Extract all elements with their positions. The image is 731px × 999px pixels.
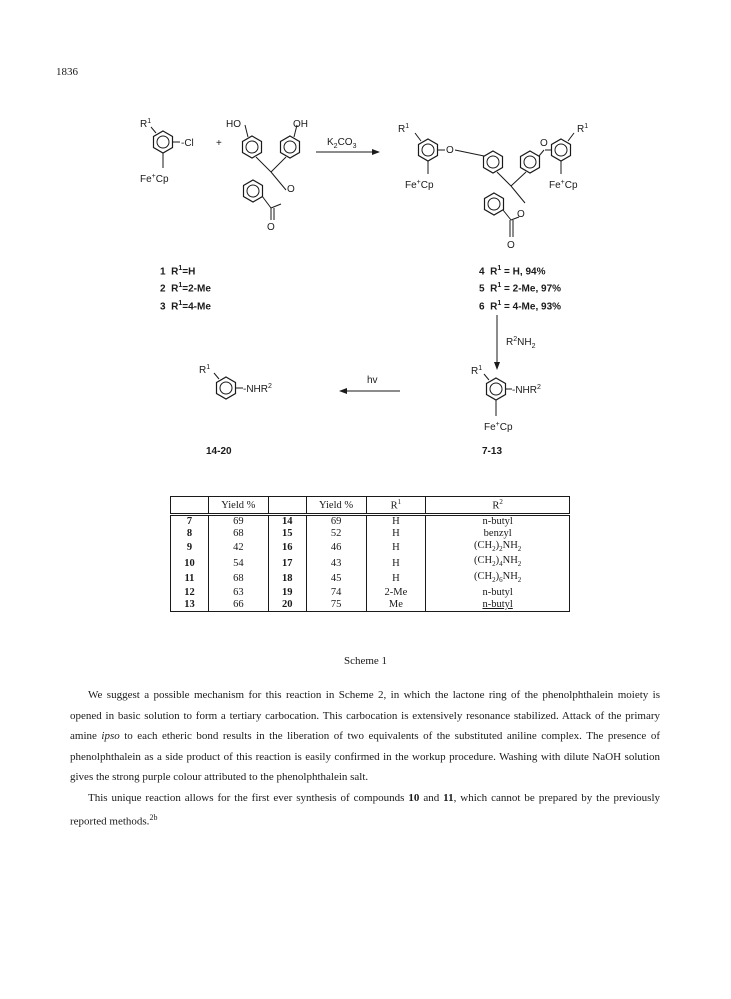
fecp-label-2: Fe+Cp [405, 179, 434, 191]
header-r2: $R^2$ [426, 497, 570, 515]
compound-4: 4 $R^1 = H$, 94% [479, 265, 546, 278]
compound-list-right [479, 262, 561, 314]
table-cell: n-butyl [426, 587, 570, 599]
ho-label: HO [226, 119, 241, 130]
table-cell: H [366, 515, 426, 528]
table-row [171, 528, 570, 540]
table-cell: H [366, 571, 426, 587]
compound-2: 2 $R^1=2-Me$ [160, 282, 211, 295]
table-cell: 43 [306, 555, 366, 571]
compound-3: 3 $R^1=4-Me$ [160, 299, 211, 312]
phenolphthalein [243, 125, 300, 220]
fecp-label-4: Fe+Cp [484, 421, 513, 433]
r1-label-aniline: $R^1$ [199, 364, 211, 376]
table-cell: 74 [306, 587, 366, 599]
header-compound-a [171, 497, 209, 515]
paragraph-2: This unique reaction allows for the first ever synthesis of compounds 10 and 11, which cannot be prepared by the previously reported methods.$^{2b}$ [70, 791, 660, 828]
compound-1: 1 $R^1=H$ [160, 265, 196, 278]
table-cell: 18 [268, 571, 306, 587]
lactone-o-1: O [287, 184, 295, 195]
aniline-complex [484, 374, 512, 416]
cl-label: -Cl [181, 138, 194, 149]
oh-label: OH [293, 119, 308, 130]
page-number: 1836 [56, 66, 78, 78]
fecp-label-1: Fe+Cp [140, 173, 169, 185]
table-cell: 2-Me [366, 587, 426, 599]
header-yield-a: Yield % [208, 497, 268, 515]
header-compound-b [268, 497, 306, 515]
table-cell: 63 [208, 587, 268, 599]
table-cell: 8 [171, 528, 209, 540]
table-cell: 75 [306, 599, 366, 611]
table-cell: 13 [171, 599, 209, 611]
table-cell: 14 [268, 515, 306, 528]
compound-5: 5 $R^1 = 2-Me$, 97% [479, 282, 562, 295]
table-row [171, 515, 570, 528]
carbonyl-o-2: O [507, 240, 515, 251]
compound-list-left [160, 262, 211, 314]
fecp-label-3: Fe+Cp [549, 179, 578, 191]
table-cell: 68 [208, 571, 268, 587]
chloroarene-complex [151, 127, 180, 168]
range-label-right: 7-13 [482, 446, 503, 457]
table-cell: 12 [171, 587, 209, 599]
carbonyl-o-1: O [267, 222, 275, 233]
amine-reagent: $R^2NH_2$ [506, 336, 536, 350]
table-cell: 69 [306, 515, 366, 528]
table-row [171, 540, 570, 556]
table-cell: H [366, 555, 426, 571]
table-cell: $(CH_2)_4NH_2$ [426, 555, 570, 571]
table-cell: 45 [306, 571, 366, 587]
table-header-row [171, 497, 570, 515]
table-cell: 9 [171, 540, 209, 556]
table-cell: benzyl [426, 528, 570, 540]
yield-table [170, 496, 570, 612]
table-cell: 7 [171, 515, 209, 528]
k2co3-label: $K_2CO_3$ [327, 137, 357, 150]
nhr2-label: -NHR$^2$ [243, 383, 272, 395]
table-cell: 46 [306, 540, 366, 556]
body-text [70, 685, 660, 832]
table-cell: H [366, 540, 426, 556]
table-cell: 19 [268, 587, 306, 599]
compound-6: 6 $R^1 = 4-Me$, 93% [479, 299, 562, 312]
hv-label: hv [367, 375, 378, 386]
r1-label-aniline-complex: $R^1$ [471, 365, 483, 377]
table-cell: 15 [268, 528, 306, 540]
ether-o-left: O [446, 145, 454, 156]
table-cell: 42 [208, 540, 268, 556]
paragraph-1: We suggest a possible mechanism for this reaction in Scheme 2, in which the lactone ring of the phenolphthalein moiety is opened in basic solution to form a tertiary carbocation. This carbocation is extensively resonance stabilized. Attack of the primary amine ipso to each etheric bond results in the liberation of two equivalents of the substituted aniline complex. The presence of phenolphthalein as a side product of this reaction is easily confirmed in the workup procedure. Washing with dilute NaOH solution gives the strong purple colour attributed to the phenolphthalein salt. [70, 689, 660, 783]
table-cell: 16 [268, 540, 306, 556]
reaction-scheme [0, 100, 731, 480]
table-cell: Me [366, 599, 426, 611]
lactone-o-2: O [517, 209, 525, 220]
table-cell: 17 [268, 555, 306, 571]
scheme-caption: Scheme 1 [343, 655, 388, 667]
table-cell: 10 [171, 555, 209, 571]
range-label-left: 14-20 [206, 446, 232, 457]
r1-label: $R^1$ [140, 118, 152, 130]
table-cell: 52 [306, 528, 366, 540]
table-row [171, 599, 570, 611]
nhr2-label-complex: -NHR$^2$ [512, 384, 541, 396]
table-cell: $(CH_2)_6NH_2$ [426, 571, 570, 587]
table-cell: 11 [171, 571, 209, 587]
table-row [171, 571, 570, 587]
table-row [171, 587, 570, 599]
table-cell: 66 [208, 599, 268, 611]
table-cell: $(CH_2)_2NH_2$ [426, 540, 570, 556]
free-aniline [214, 373, 243, 399]
table-cell: 20 [268, 599, 306, 611]
r1-label-left: $R^1$ [398, 123, 410, 135]
header-r1: $R^1$ [366, 497, 426, 515]
table-cell: 69 [208, 515, 268, 528]
plus-sign: + [216, 138, 222, 149]
table-cell: n-butyl [426, 599, 570, 611]
header-yield-b: Yield % [306, 497, 366, 515]
ether-o-right: O [540, 138, 548, 149]
r1-label-right: $R^1$ [577, 123, 589, 135]
table-cell: n-butyl [426, 515, 570, 528]
table-cell: 68 [208, 528, 268, 540]
table-row [171, 555, 570, 571]
table-cell: H [366, 528, 426, 540]
table-cell: 54 [208, 555, 268, 571]
